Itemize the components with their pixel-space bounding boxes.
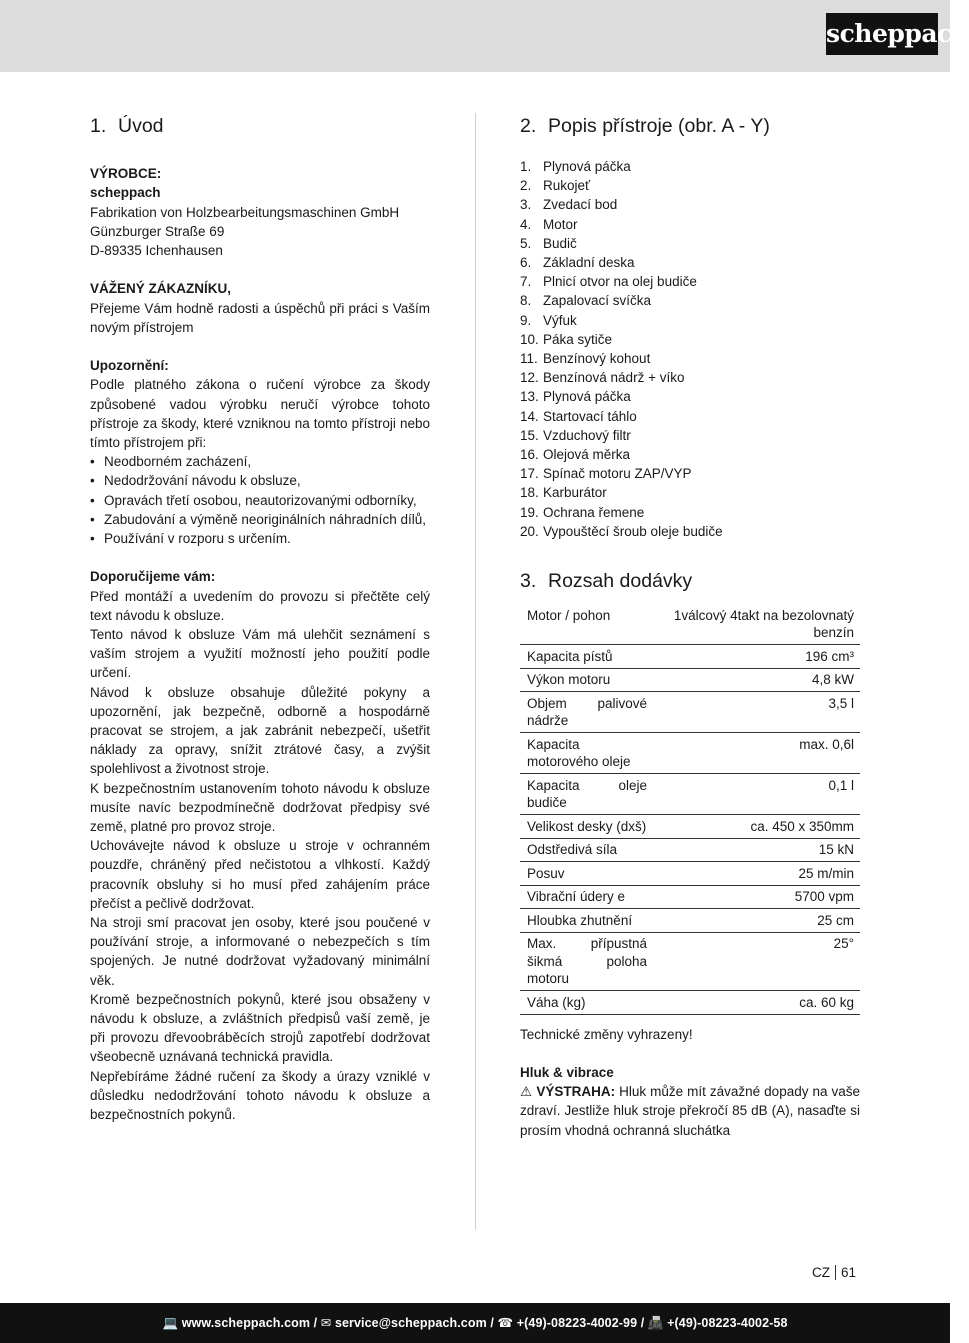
part-item: 20. Vypouštěcí šroub oleje budiče	[520, 523, 723, 539]
recommend-paragraph: Tento návod k obsluze Vám má ulehčit seznámení s vaším strojem a využití možností jeho použití podle určení.	[90, 627, 430, 681]
part-item: 17. Spínač motoru ZAP/VYP	[520, 466, 692, 482]
spec-value: 5700 vpm	[794, 889, 854, 905]
notice-item: • Používání v rozporu s určením.	[90, 529, 430, 548]
brand-logo: scheppach	[826, 13, 938, 55]
notice-item: • Nedodržování návodu k obsluze,	[90, 471, 430, 490]
notice-item: • Zabudování a výměně neoriginálních náhradních dílů,	[90, 510, 430, 529]
spec-row	[520, 604, 860, 645]
spec-row	[520, 909, 860, 933]
section-heading-intro: 1. Úvod	[90, 115, 164, 137]
spec-label: Odstředivá síla	[527, 842, 618, 858]
spec-value: 4,8 kW	[811, 672, 854, 688]
header-bar	[0, 0, 969, 72]
spec-label: Výkon motoru	[527, 672, 611, 688]
part-item: 13. Plynová páčka	[520, 389, 631, 405]
spec-label: Kapacita pístů	[527, 648, 613, 664]
part-item: 7. Plnicí otvor na olej budiče	[520, 274, 697, 290]
tech-changes-note: Technické změny vyhrazeny!	[520, 1026, 693, 1042]
spec-value: 25 cm	[817, 912, 854, 928]
spec-label: Posuv	[527, 865, 565, 881]
part-item: 15. Vzduchový filtr	[520, 427, 631, 443]
spec-value: 25 m/min	[798, 865, 854, 881]
spec-label: Velikost desky (dxš)	[527, 818, 647, 834]
spec-label: Kapacita oleje budiče	[527, 777, 647, 811]
spec-label: Kapacita motorového oleje	[527, 736, 631, 770]
right-column	[520, 112, 860, 1140]
spec-row	[520, 815, 860, 839]
recommend-paragraph: Kromě bezpečnostních pokynů, které jsou obsaženy v návodu k obsluze, a zvláštních předpisů vaší země, je při provozu dřevoobráběcích strojů zapotřebí dodržovat všeobecně uznávaná technická pravidla.	[90, 991, 430, 1065]
spec-value: 196 cm³	[805, 648, 854, 664]
part-item: 10. Páka sytiče	[520, 331, 613, 347]
spec-row	[520, 932, 860, 991]
spec-row	[520, 862, 860, 886]
recommend-paragraph: Návod k obsluze obsahuje důležité pokyny a upozornění, jak bezpečně, odborně a hospodárně pracovat se strojem, a jak zabránit nebezpečí, ušetřit náklady za opravy, snížit ztrátové časy, a zvýšit spolehlivost a životnost stroje.	[90, 684, 430, 777]
spec-row	[520, 838, 860, 862]
part-item: 4. Motor	[520, 216, 578, 232]
spec-value: max. 0,6l	[799, 736, 854, 752]
spec-label: Vibrační údery e	[527, 889, 626, 905]
notice-item: • Neodborném zacházení,	[90, 452, 430, 471]
part-item: 18. Karburátor	[520, 485, 607, 501]
manufacturer-name: scheppach	[90, 185, 161, 201]
address-line: D-89335 Ichenhausen	[90, 243, 223, 258]
section-heading-description: 2. Popis přístroje (obr. A - Y)	[520, 115, 770, 137]
part-item: 16. Olejová měrka	[520, 447, 631, 463]
warning-text: ⚠ VÝSTRAHA: Hluk může mít závažné dopady na vaše zdraví. Jestliže hluk stroje překročí 85 dB (A), nasaďte si prosím vhodná ochranná sluchátka	[520, 1084, 860, 1138]
part-item: 11. Benzínový kohout	[520, 351, 651, 367]
spec-row	[520, 733, 860, 774]
spec-row	[520, 668, 860, 692]
part-item: 8. Zapalovací svíčka	[520, 293, 652, 309]
spec-row	[520, 991, 860, 1015]
recommend-paragraph: Před montáží a uvedením do provozu si přečtěte celý text návodu k obsluze.	[90, 588, 430, 623]
spec-value: 0,1 l	[828, 777, 854, 793]
part-item: 3. Zvedací bod	[520, 197, 618, 213]
footer-contact: 💻 www.scheppach.com / ✉ service@scheppach.com / ☎ +(49)-08223-4002-99 / 📠 +(49)-08223-4002-58	[0, 1303, 950, 1343]
spec-label: Hloubka zhutnění	[527, 912, 633, 928]
notice-text: Podle platného zákona o ručení výrobce za škody způsobené vadou výrobku neručí výrobce tohoto přístroje za škody, které vzniknou na tomto přístroji nebo tímto přístrojem při:	[90, 377, 430, 450]
recommend-label: Doporučijeme vám:	[90, 569, 216, 585]
intro-text	[90, 145, 430, 1124]
spec-value: ca. 450 x 350mm	[750, 818, 854, 834]
warning-label: ⚠ VÝSTRAHA:	[520, 1084, 616, 1100]
spec-row	[520, 885, 860, 909]
spec-value: 15 kN	[818, 842, 854, 858]
part-item: 6. Základní deska	[520, 255, 635, 271]
spec-table	[520, 604, 860, 1015]
dear-text: Přejeme Vám hodně radosti a úspěchů při práci s Vaším novým přístrojem	[90, 300, 430, 335]
noise-label: Hluk & vibrace	[520, 1064, 614, 1080]
recommend-paragraph: Uchovávejte návod k obsluze u stroje v ochranném pouzdře, chráněný před nečistotou a vlhkostí. Každý pracovník obsluhy si ho musí před zahájením práce přečíst a pečlivě dodržovat.	[90, 838, 430, 911]
spec-value: 25°	[833, 936, 854, 952]
part-item: 9. Výfuk	[520, 312, 577, 328]
parts-list	[520, 145, 860, 541]
spec-row	[520, 774, 860, 815]
spec-label: Motor / pohon	[527, 607, 611, 623]
spec-value: ca. 60 kg	[799, 994, 854, 1010]
dear-label: VÁŽENÝ ZÁKAZNÍKU,	[90, 281, 231, 297]
column-divider	[475, 113, 476, 1230]
spec-row	[520, 692, 860, 733]
part-item: 5. Budič	[520, 235, 577, 251]
recommend-paragraph: K bezpečnostním ustanovením tohoto návodu k obsluze musíte navíc bezpodmínečně dodržovat předpisy své země, platné pro provoz stroje.	[90, 780, 430, 835]
part-item: 2. Rukojeť	[520, 178, 591, 194]
address-line: Günzburger Straße 69	[90, 223, 225, 239]
spec-label: Váha (kg)	[527, 994, 586, 1010]
section-heading-delivery: 3. Rozsah dodávky	[520, 570, 693, 593]
spec-label: Max. přípustná šikmá poloha motoru	[527, 936, 647, 987]
part-item: 19. Ochrana řemene	[520, 504, 645, 520]
notes	[520, 1015, 860, 1140]
notice-label: Upozornění:	[90, 358, 169, 374]
part-item: 1. Plynová páčka	[520, 159, 631, 174]
manufacturer-label: VÝROBCE:	[90, 166, 162, 182]
part-item: 12. Benzínová nádrž + víko	[520, 370, 685, 386]
spec-value: 3,5 l	[828, 695, 854, 711]
notice-item: • Opravách třetí osobou, neautorizovanými odborníky,	[90, 491, 430, 510]
recommend-paragraph: Na stroji smí pracovat jen osoby, které jsou poučené v používání stroje, a informované o nebezpečích s tím spojených. Je nutné dodržovat vyžadovaný minimální věk.	[90, 915, 430, 988]
recommend-paragraph: Nepřebíráme žádné ručení za škody a úrazy vzniklé v důsledku nedodržování tohoto návodu k obsluze a bezpečnostních pokynů.	[90, 1068, 430, 1123]
page-number: CZ 61	[812, 1265, 857, 1280]
address-line: Fabrikation von Holzbearbeitungsmaschinen GmbH	[90, 204, 400, 220]
part-item: 14. Startovací táhlo	[520, 408, 637, 424]
left-column	[90, 112, 430, 1124]
spec-label: Objem palivové nádrže	[527, 695, 647, 729]
spec-row	[520, 645, 860, 669]
spec-value: 1válcový 4takt na bezolovnatý benzín	[673, 607, 854, 641]
